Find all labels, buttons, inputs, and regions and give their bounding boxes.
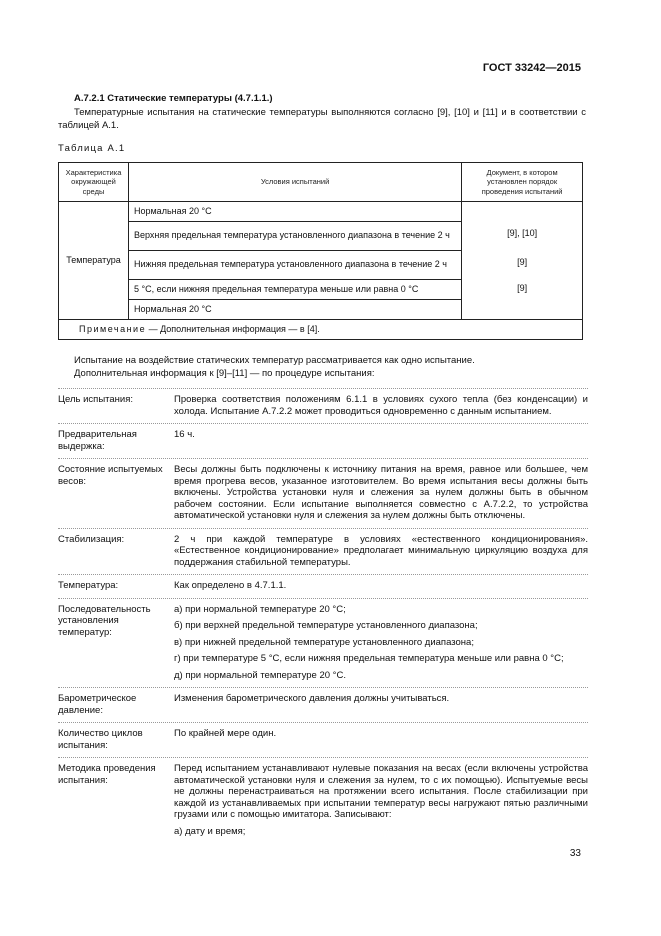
param-value	[174, 604, 588, 682]
param-text: По крайней мере один.	[174, 728, 277, 739]
param-text: 16 ч.	[174, 429, 195, 440]
table-note-row	[59, 320, 583, 340]
param-label: Количество циклов испытания:	[58, 728, 143, 751]
param-text: д) при нормальной температуре 20 °С.	[174, 669, 346, 681]
param-label: Температура:	[58, 580, 119, 591]
param-text: г) при температуре 5 °С, если нижняя предельная температура меньше или равна 0 °С;	[174, 653, 564, 664]
param-text: Как определено в 4.7.1.1.	[174, 580, 287, 591]
param-label: Предварительная выдержка:	[58, 429, 137, 452]
param-text: а) дату и время;	[174, 825, 246, 837]
doc-ref: [9], [10]	[507, 228, 538, 238]
param-value	[174, 763, 588, 837]
param-text: Проверка соответствия положениям 6.1.1 в условиях сухого тепла (без конденсации) и холода. Испытание А.7.2.2 может проводиться одновременно с данным испытанием.	[174, 394, 588, 417]
param-label: Цель испытания:	[58, 394, 134, 405]
param-row-pressure	[58, 687, 588, 716]
doc-ref: [9]	[517, 256, 528, 267]
table-a1	[58, 162, 583, 340]
note-label: Примечание	[79, 323, 147, 334]
paragraph: Испытание на воздействие статических температур рассматривается как одно испытание.	[74, 355, 475, 366]
param-value	[174, 693, 588, 716]
param-row-condition	[58, 458, 588, 522]
param-row-sequence	[58, 598, 588, 682]
paragraph: Дополнительная информация к [9]–[11] — по процедуре испытания:	[74, 368, 375, 379]
param-text: б) при верхней предельной температуре установленного диапазона;	[174, 620, 478, 631]
param-text: в) при нижней предельной температуре установленного диапазона;	[174, 636, 474, 648]
section-intro: Температурные испытания на статические температуры выполняются согласно [9], [10] и [11] и в соответствии с таблицей А.1.	[58, 107, 586, 131]
param-value	[174, 464, 588, 522]
table-caption: Таблица А.1	[58, 143, 126, 154]
param-value	[174, 534, 588, 569]
condition-cell: 5 °С, если нижняя предельная температура меньше или равна 0 °С	[128, 280, 461, 300]
param-label: Стабилизация:	[58, 533, 125, 545]
condition-cell: Нормальная 20 °С	[128, 202, 461, 222]
document-cell	[462, 202, 583, 320]
header-conditions: Условия испытаний	[128, 163, 461, 202]
condition-cell: Верхняя предельная температура установленного диапазона в течение 2 ч	[128, 222, 461, 251]
param-text: а) при нормальной температуре 20 °С;	[174, 603, 346, 615]
table-note	[59, 320, 583, 340]
table-row	[59, 202, 583, 222]
page-number: 33	[569, 848, 581, 859]
param-label: Последовательность установления температур:	[58, 603, 151, 638]
condition-cell: Нижняя предельная температура установленного диапазона в течение 2 ч	[128, 251, 461, 280]
param-row-temperature	[58, 574, 588, 592]
param-text: Изменения барометрического давления должны учитываться.	[174, 693, 450, 704]
section-heading: А.7.2.1 Статические температуры (4.7.1.1.)	[74, 93, 273, 104]
param-label: Барометрическое давление:	[58, 693, 137, 716]
param-cell: Температура	[59, 202, 129, 320]
param-label: Методика проведения испытания:	[58, 763, 156, 786]
table-header-row	[59, 163, 583, 202]
condition-cell: Нормальная 20 °С	[128, 300, 461, 320]
param-row-purpose	[58, 388, 588, 417]
param-value	[174, 728, 588, 751]
param-text: Перед испытанием устанавливают нулевые показания на весах (если включены устройства автоматической установки нуля и слежения за нулем, то с их помощью). Испытуемые весы не должны перенастраиваться на протяжении всего испытания. После стабилизации при каждой из устанавливаемых при испытании температур весы нагружают пятью различными грузами или с помощью имитатора. Записывают:	[174, 763, 588, 820]
param-value	[174, 580, 588, 592]
test-parameters	[58, 388, 588, 843]
param-row-preconditioning	[58, 423, 588, 452]
param-value	[174, 394, 588, 417]
header-document: Документ, в котором установлен порядок проведения испытаний	[462, 163, 583, 202]
param-text: Весы должны быть подключены к источнику питания на время, равное или большее, чем время прогрева весов, указанное изготовителем. Во время испытания весы должны быть включены. Устройства установки нуля и слежения за нулем должны быть в обычном рабочем состоянии. Если испытание выполняется совместно с А.7.2.2, то устройства автоматической установки нуля и слежения за нулем должны быть отключены.	[174, 464, 588, 521]
param-row-cycles	[58, 722, 588, 751]
param-row-stabilization	[58, 528, 588, 569]
param-text: 2 ч при каждой температуре в условиях «естественного кондиционирования». «Естественное кондиционирование» предполагает минимальную циркуляцию воздуха для поддержания стабильной температуры.	[174, 533, 588, 568]
standard-number: ГОСТ 33242—2015	[482, 62, 581, 74]
param-label: Состояние испытуемых весов:	[58, 464, 163, 487]
note-text: — Дополнительная информация — в [4].	[146, 323, 320, 334]
param-row-procedure	[58, 757, 588, 837]
param-value	[174, 429, 588, 452]
header-environment: Характеристика окружающей среды	[59, 163, 129, 202]
doc-ref: [9]	[517, 283, 528, 293]
